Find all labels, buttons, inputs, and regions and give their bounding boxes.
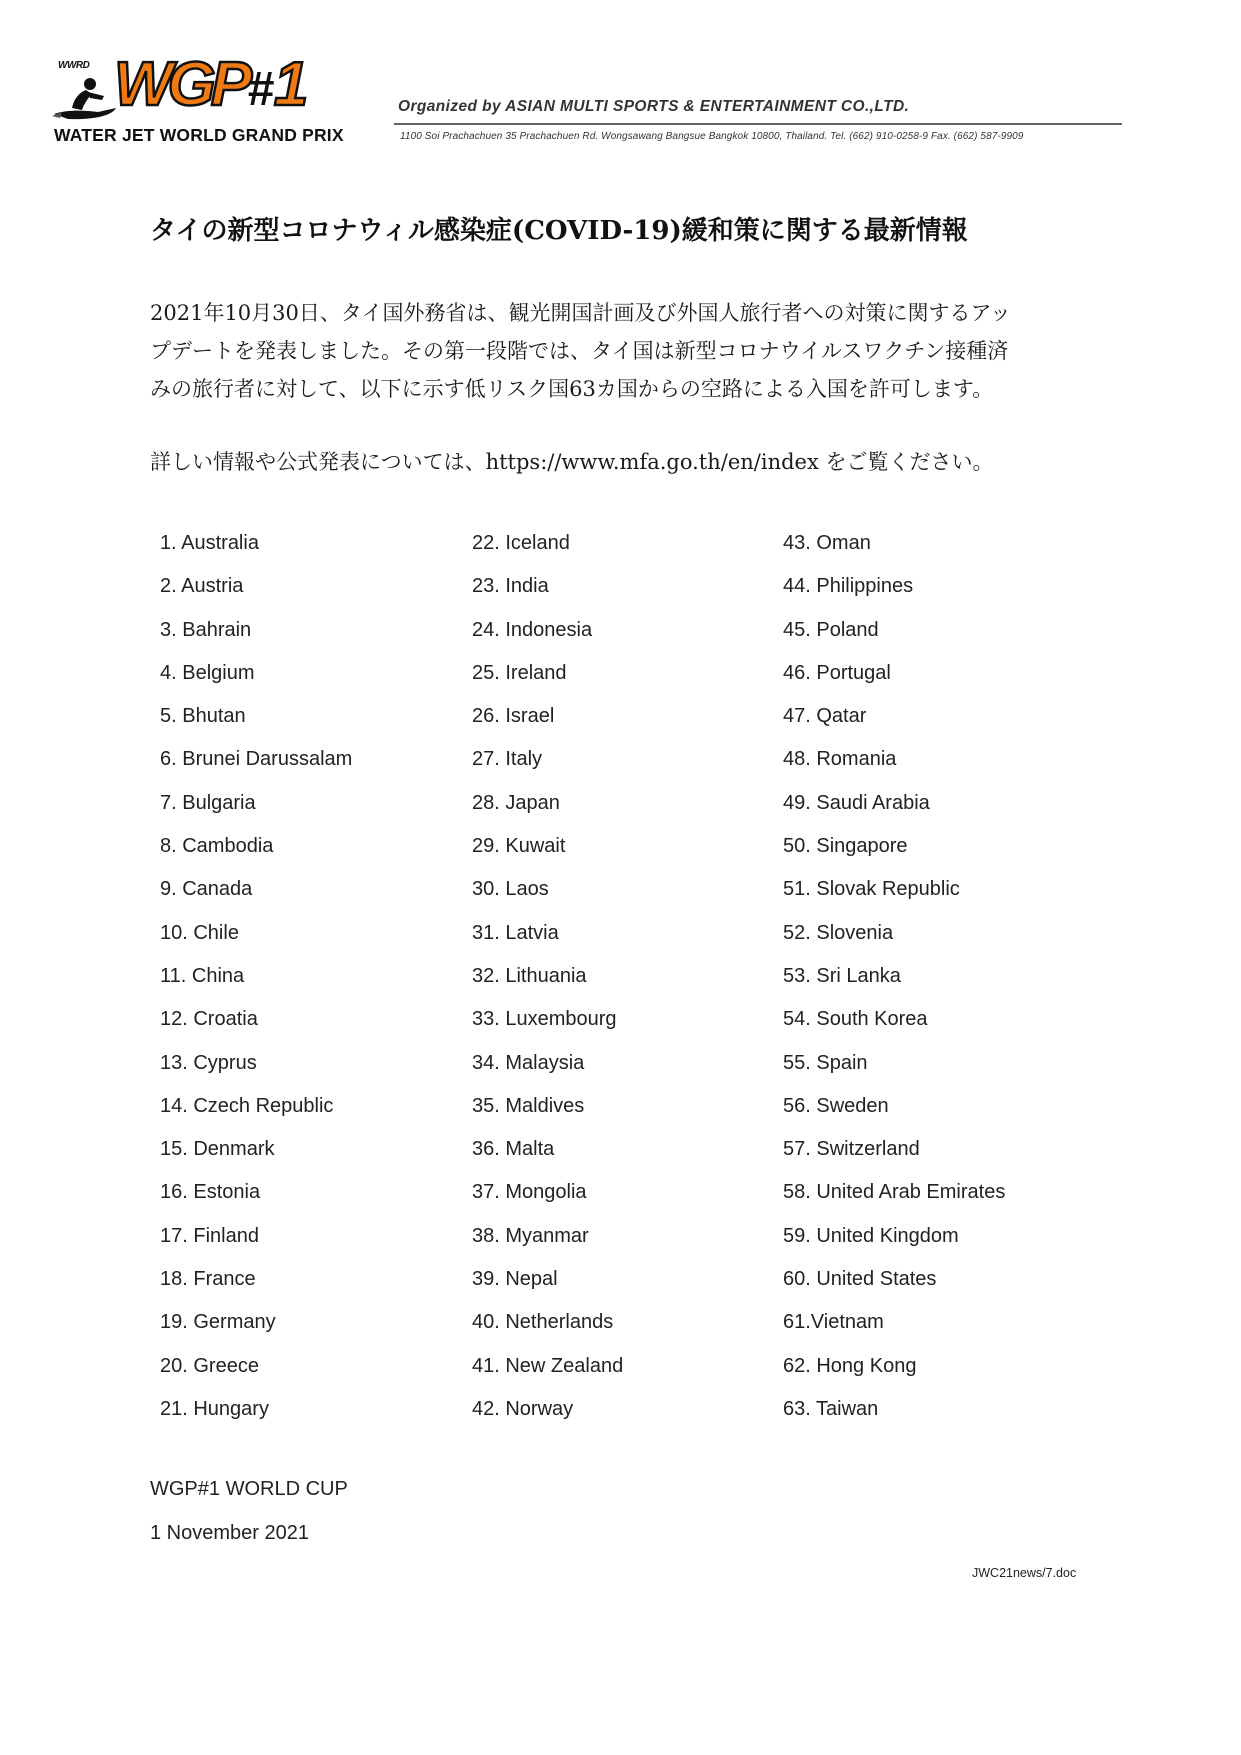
country-list-column-1 [160, 530, 352, 1439]
country-item: 23. India [472, 575, 549, 598]
country-item: 42. Norway [472, 1397, 574, 1420]
country-list-column-2 [472, 530, 623, 1439]
country-item: 55. Spain [783, 1051, 868, 1074]
intro-line: みの旅行者に対して、以下に示す低リスク国63カ国からの空路による入国を許可します。 [150, 377, 994, 401]
country-item: 20. Greece [160, 1354, 259, 1377]
country-item: 46. Portugal [783, 661, 891, 684]
country-item: 6. Brunei Darussalam [160, 748, 353, 771]
country-item: 3. Bahrain [160, 618, 252, 641]
country-item: 63. Taiwan [783, 1397, 879, 1420]
country-item: 19. Germany [160, 1311, 276, 1334]
country-item: 12. Croatia [160, 1008, 258, 1031]
country-item: 22. Iceland [472, 532, 570, 554]
wgp-logo [50, 50, 380, 148]
country-item: 34. Malaysia [472, 1051, 585, 1074]
country-item: 17. Finland [160, 1224, 259, 1247]
country-item: 38. Myanmar [472, 1224, 589, 1247]
country-item: 4. Belgium [160, 661, 255, 684]
country-item: 16. Estonia [160, 1181, 261, 1204]
country-item: 36. Malta [472, 1138, 555, 1161]
intro-line: プデートを発表しました。その第一段階では、タイ国は新型コロナウイルスワクチン接種済 [150, 339, 1009, 363]
country-list-column-3 [783, 530, 1005, 1439]
logo-small-text: WWRD [58, 60, 90, 71]
country-item: 52. Slovenia [783, 921, 894, 944]
country-item: 9. Canada [160, 878, 253, 901]
country-item: 14. Czech Republic [160, 1094, 334, 1117]
country-item: 1. Australia [160, 532, 259, 554]
country-item: 54. South Korea [783, 1008, 928, 1031]
country-item: 13. Cyprus [160, 1051, 257, 1074]
country-item: 32. Lithuania [472, 964, 587, 987]
signature-organization: WGP#1 WORLD CUP [150, 1478, 348, 1500]
country-item: 21. Hungary [160, 1397, 269, 1420]
country-item: 33. Luxembourg [472, 1008, 617, 1031]
country-item: 50. Singapore [783, 835, 908, 858]
country-item: 57. Switzerland [783, 1138, 920, 1161]
details-paragraph: 詳しい情報や公式発表については、https://www.mfa.go.th/en/index をご覧ください。 [150, 450, 994, 474]
country-item: 47. Qatar [783, 705, 867, 728]
country-item: 49. Saudi Arabia [783, 791, 930, 814]
country-item: 30. Laos [472, 878, 549, 901]
country-item: 7. Bulgaria [160, 791, 256, 814]
country-item: 8. Cambodia [160, 835, 274, 858]
country-item: 41. New Zealand [472, 1354, 624, 1377]
document-title: タイの新型コロナウィル感染症(COVID-19)緩和策に関する最新情報 [150, 216, 968, 246]
country-item: 58. United Arab Emirates [783, 1181, 1006, 1204]
country-item: 35. Maldives [472, 1094, 585, 1117]
logo-wordmark: WGP#1 [114, 50, 304, 119]
header-divider [394, 123, 1122, 125]
country-item: 40. Netherlands [472, 1311, 614, 1334]
country-item: 11. China [160, 964, 245, 987]
country-item: 48. Romania [783, 748, 897, 771]
intro-paragraph [150, 294, 1100, 408]
document-date: 1 November 2021 [150, 1522, 309, 1544]
country-item: 39. Nepal [472, 1268, 558, 1291]
country-item: 53. Sri Lanka [783, 964, 901, 987]
country-item: 27. Italy [472, 748, 543, 771]
country-item: 25. Ireland [472, 661, 567, 684]
country-item: 45. Poland [783, 618, 879, 641]
country-item: 2. Austria [160, 575, 244, 598]
country-item: 51. Slovak Republic [783, 878, 960, 901]
intro-line: 2021年10月30日、タイ国外務省は、観光開国計画及び外国人旅行者への対策に関するアッ [150, 301, 1011, 325]
address-line: 1100 Soi Prachachuen 35 Prachachuen Rd. Wongsawang Bangsue Bangkok 10800, Thailand. Tel. (662) 910-0258-9 Fax. (662) 587-9909 [400, 131, 1024, 142]
country-item: 24. Indonesia [472, 618, 593, 641]
organizer-line: Organized by ASIAN MULTI SPORTS & ENTERTAINMENT CO.,LTD. [398, 98, 910, 115]
country-item: 18. France [160, 1268, 256, 1291]
country-item: 62. Hong Kong [783, 1354, 917, 1377]
country-item: 59. United Kingdom [783, 1224, 959, 1247]
country-item: 28. Japan [472, 791, 560, 814]
country-item: 61.Vietnam [783, 1311, 884, 1334]
logo-subtitle: WATER JET WORLD GRAND PRIX [54, 125, 344, 145]
country-item: 56. Sweden [783, 1094, 889, 1117]
country-item: 60. United States [783, 1268, 937, 1291]
country-item: 44. Philippines [783, 575, 914, 598]
country-item: 26. Israel [472, 705, 555, 728]
country-item: 37. Mongolia [472, 1181, 587, 1204]
country-item: 29. Kuwait [472, 835, 566, 858]
country-item: 43. Oman [783, 532, 871, 554]
document-reference: JWC21news/7.doc [972, 1566, 1077, 1580]
country-item: 10. Chile [160, 921, 239, 944]
letterhead [50, 50, 1200, 156]
country-item: 5. Bhutan [160, 705, 246, 728]
country-item: 15. Denmark [160, 1138, 275, 1161]
country-item: 31. Latvia [472, 921, 559, 944]
